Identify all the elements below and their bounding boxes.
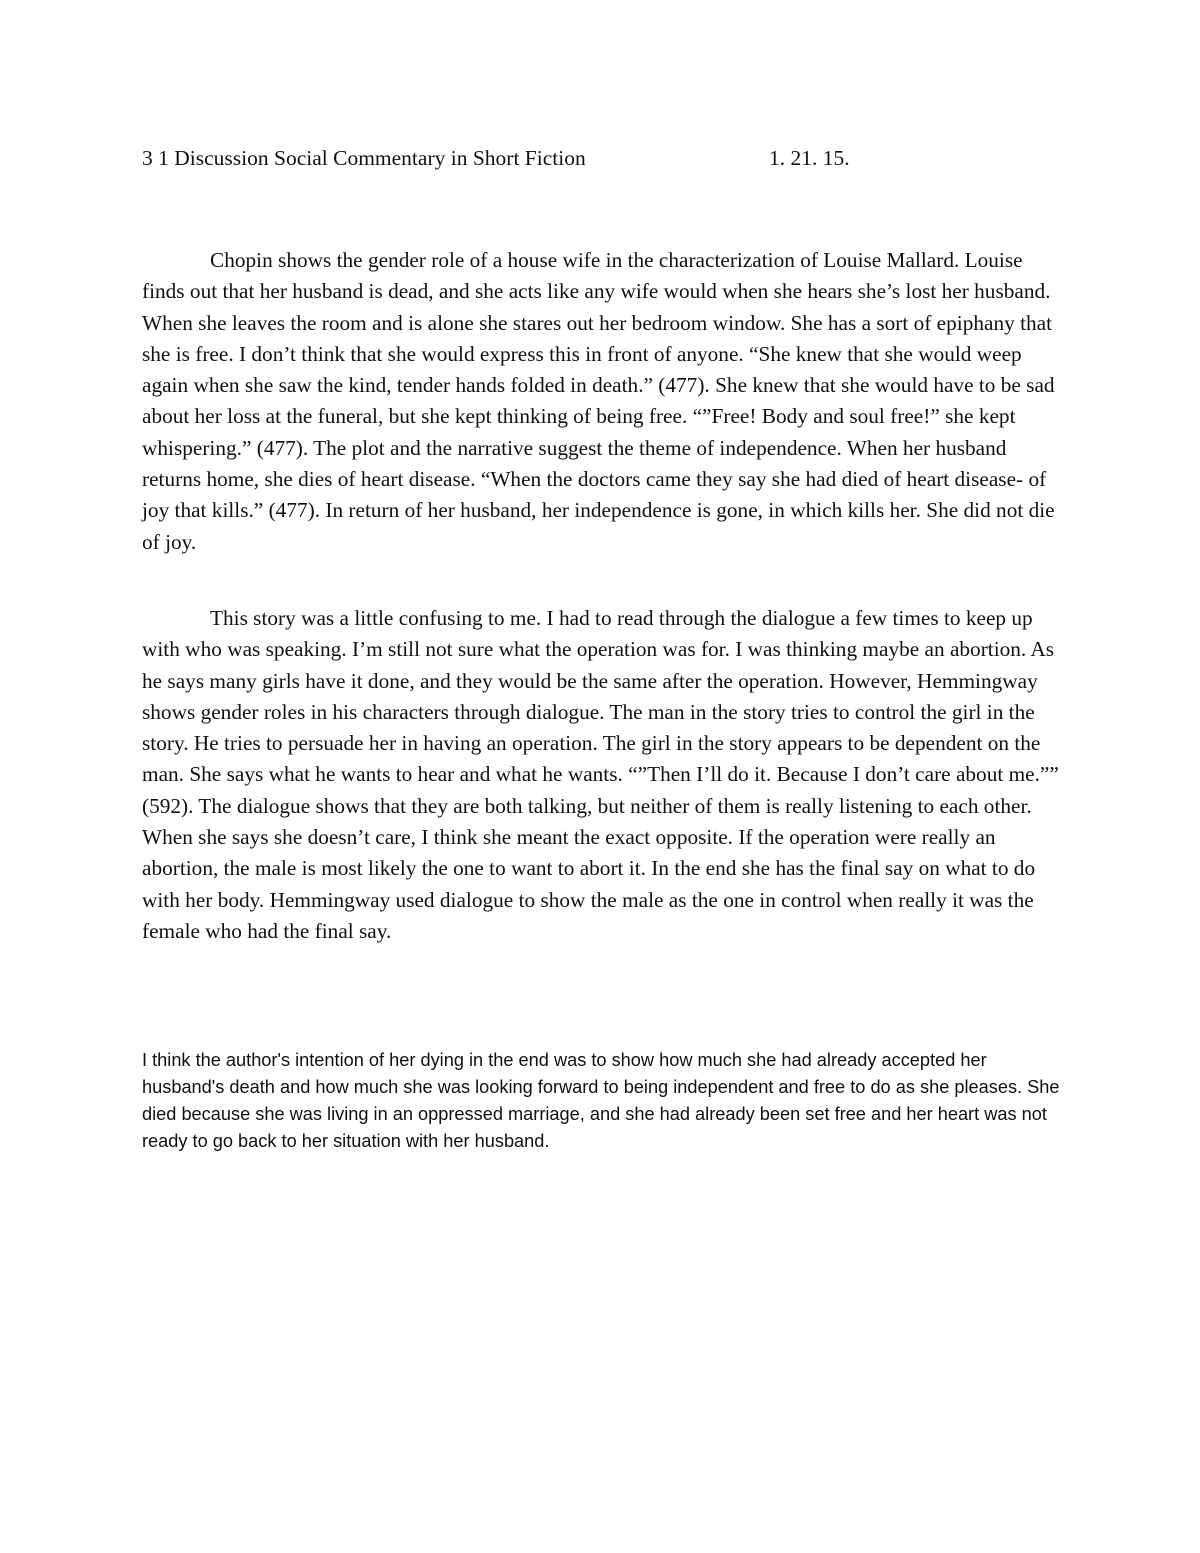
- comment-paragraph: I think the author's intention of her dying in the end was to show how much she had already accepted her husband's death and how much she was looking forward to being independent and free to do as she pleases. She died because she was living in an oppressed marriage, and she had already been set free and her heart was not ready to go back to her situation with her husband.: [142, 1050, 1060, 1151]
- document-date: 1. 21. 15.: [769, 146, 850, 170]
- paragraph-chopin: Chopin shows the gender role of a house wife in the characterization of Louise Mallard. Louise finds out that her husband is dead, and she acts like any wife would when she hears she’s lost her husband. When she leaves the room and is alone she stares out her bedroom window. She has a sort of epiphany that she is free. I don’t think that she would express this in front of anyone. “She knew that she would weep again when she saw the kind, tender hands folded in death.” (477). She knew that she would have to be sad about her loss at the funeral, but she kept thinking of being free. “”Free! Body and soul free!” she kept whispering.” (477). The plot and the narrative suggest the theme of independence. When her husband returns home, she dies of heart disease. “When the doctors came they say she had died of heart disease- of joy that kills.” (477). In return of her husband, her independence is gone, in which kills her. She did not die of joy.: [142, 248, 1055, 554]
- paragraph-hemmingway: This story was a little confusing to me. I had to read through the dialogue a few times to keep up with who was speaking. I’m still not sure what the operation was for. I was thinking maybe an abortion. As he says many girls have it done, and they would be the same after the operation. However, Hemmingway shows gender roles in his characters through dialogue. The man in the story tries to control the girl in the story. He tries to persuade her in having an operation. The girl in the story appears to be dependent on the man. She says what he wants to hear and what he wants. “”Then I’ll do it. Because I don’t care about me.”” (592). The dialogue shows that they are both talking, but neither of them is really listening to each other. When she says she doesn’t care, I think she meant the exact opposite. If the operation were really an abortion, the male is most likely the one to want to abort it. In the end she has the final say on what to do with her body. Hemmingway used dialogue to show the male as the one in control when really it was the female who had the final say.: [142, 606, 1059, 943]
- document-title: 3 1 Discussion Social Commentary in Short Fiction: [142, 146, 586, 170]
